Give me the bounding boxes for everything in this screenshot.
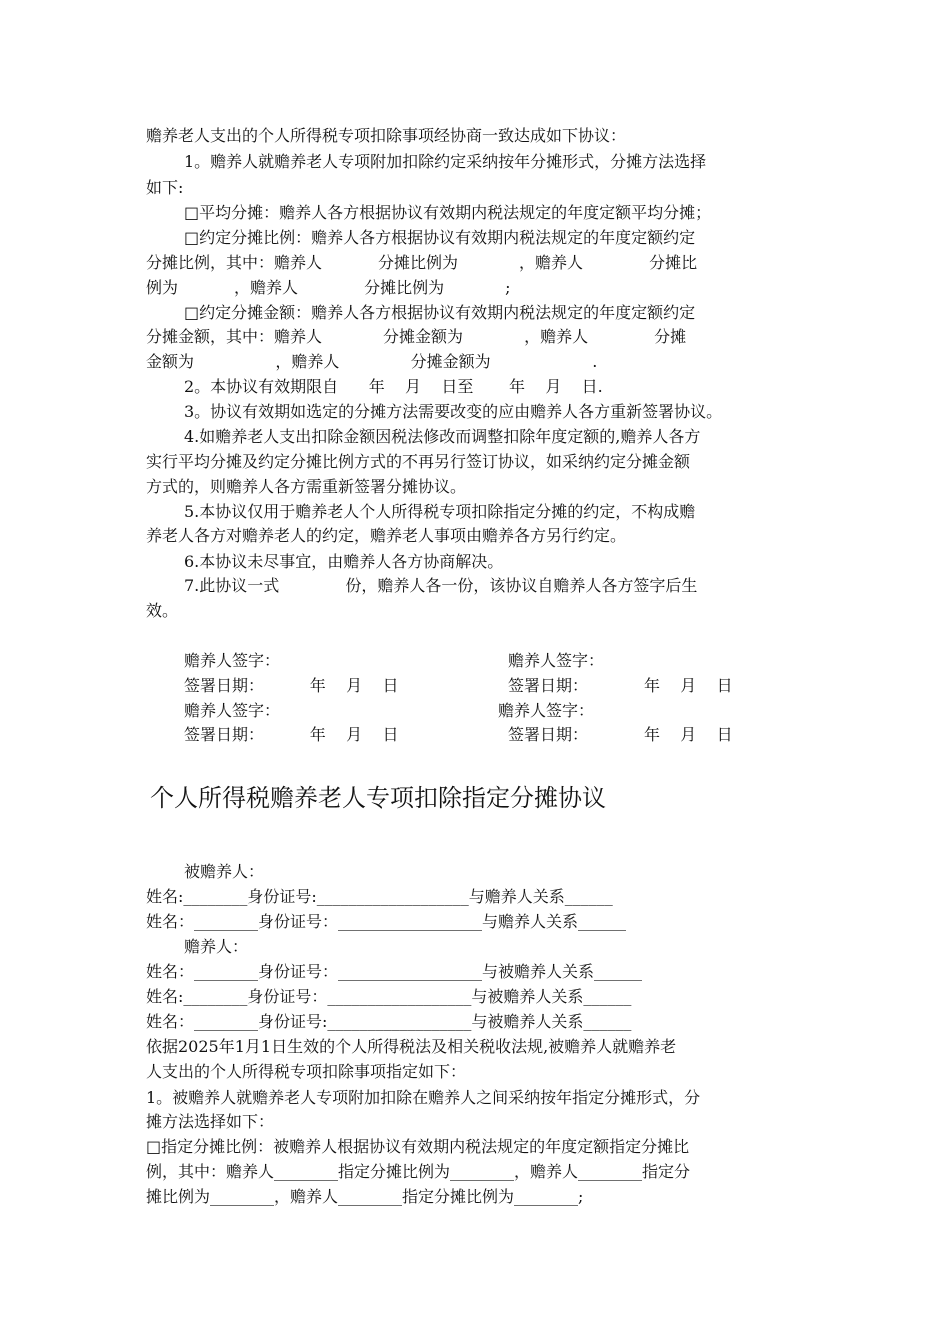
option-amount-line2: 分摊金额，其中：赡养人 分摊金额为 ，赡养人 分摊 bbox=[146, 327, 687, 346]
sign-date-line: 签署日期： 年 月 日 bbox=[508, 725, 733, 744]
option-amount-line1: □约定分摊金额：赡养人各方根据协议有效期内税法规定的年度定额约定 bbox=[184, 303, 696, 322]
clause-5-line1: 5.本协议仅用于赡养老人个人所得税专项扣除指定分摊的约定，不构成赡 bbox=[184, 502, 696, 521]
clause-4-line2: 实行平均分摊及约定分摊比例方式的不再另行签订协议，如采纳约定分摊金额 bbox=[146, 452, 691, 471]
supporter-label: 赡养人： bbox=[184, 937, 249, 956]
option-ratio-line1: □指定分摊比例：被赡养人根据协议有效期内税法规定的年度定额指定分摊比 bbox=[146, 1137, 690, 1156]
sign-date-line: 签署日期： 年 月 日 bbox=[184, 725, 399, 744]
clause-2: 2。本协议有效期限自 年 月 日至 年 月 日. bbox=[184, 377, 603, 396]
clause-3: 3。协议有效期如选定的分摊方法需要改变的应由赡养人各方重新签署协议。 bbox=[184, 402, 723, 421]
dependent-row: 姓名：________身份证号：__________________与赡养人关系______ bbox=[146, 912, 627, 931]
sign-date-line: 签署日期： 年 月 日 bbox=[184, 676, 399, 695]
intro-line: 赡养老人支出的个人所得税专项扣除事项经协商一致达成如下协议： bbox=[146, 126, 627, 145]
clause-7-line2: 效。 bbox=[146, 601, 179, 620]
option-ratio-line1: □约定分摊比例：赡养人各方根据协议有效期内税法规定的年度定额约定 bbox=[184, 228, 696, 247]
option-ratio-line3: 摊比例为________，赡养人________指定分摊比例为________; bbox=[146, 1187, 584, 1206]
option-ratio-line2: 例，其中：赡养人________指定分摊比例为________，赡养人________指定分 bbox=[146, 1162, 691, 1181]
basis-line2: 人支出的个人所得税专项扣除事项指定如下： bbox=[146, 1062, 467, 1081]
sign-date-line: 签署日期： 年 月 日 bbox=[508, 676, 733, 695]
option-ratio-line3: 例为 ，赡养人 分摊比例为 ; bbox=[146, 278, 511, 297]
clause-4-line1: 4.如赡养老人支出扣除金额因税法修改而调整扣除年度定额的,赡养人各方 bbox=[184, 427, 701, 446]
supporter-row: 姓名:________身份证号：__________________与被赡养人关系______ bbox=[146, 987, 632, 1006]
clause-4-line3: 方式的，则赡养人各方需重新签署分摊协议。 bbox=[146, 477, 467, 496]
basis-line1: 依据2025年1月1日生效的个人所得税法及相关税收法规,被赡养人就赡养老 bbox=[146, 1037, 677, 1056]
supporter-row: 姓名：________身份证号:__________________与被赡养人关系______ bbox=[146, 1012, 632, 1031]
dependent-row: 姓名:________身份证号:___________________与赡养人关系______ bbox=[146, 887, 613, 906]
clause-1-line2: 摊方法选择如下： bbox=[146, 1112, 275, 1131]
clause-7-line1: 7.此协议一式 份，赡养人各一份，该协议自赡养人各方签字后生 bbox=[184, 576, 698, 595]
option-average: □平均分摊：赡养人各方根据协议有效期内税法规定的年度定额平均分摊； bbox=[184, 203, 712, 222]
dependent-label: 被赡养人： bbox=[184, 862, 265, 881]
signature-label: 赡养人签字： bbox=[498, 701, 595, 720]
clause-6: 6.本协议未尽事宜，由赡养人各方协商解决。 bbox=[184, 552, 504, 571]
clause-5-line2: 养老人各方对赡养老人的约定，赡养老人事项由赡养各方另行约定。 bbox=[146, 526, 627, 545]
clause-1-line2: 如下: bbox=[146, 178, 184, 197]
signature-label: 赡养人签字： bbox=[184, 701, 281, 720]
clause-1-line1: 1。赡养人就赡养老人专项附加扣除约定采纳按年分摊形式，分摊方法选择 bbox=[184, 152, 707, 171]
clause-1-line1: 1。被赡养人就赡养老人专项附加扣除在赡养人之间采纳按年指定分摊形式，分 bbox=[146, 1088, 701, 1107]
document-title: 个人所得税赡养老人专项扣除指定分摊协议 bbox=[150, 784, 606, 812]
signature-label: 赡养人签字： bbox=[508, 651, 605, 670]
option-amount-line3: 金额为 ，赡养人 分摊金额为 . bbox=[146, 352, 598, 371]
signature-label: 赡养人签字： bbox=[184, 651, 281, 670]
supporter-row: 姓名：________身份证号：__________________与被赡养人关系______ bbox=[146, 962, 643, 981]
option-ratio-line2: 分摊比例，其中：赡养人 分摊比例为 ，赡养人 分摊比 bbox=[146, 253, 698, 272]
